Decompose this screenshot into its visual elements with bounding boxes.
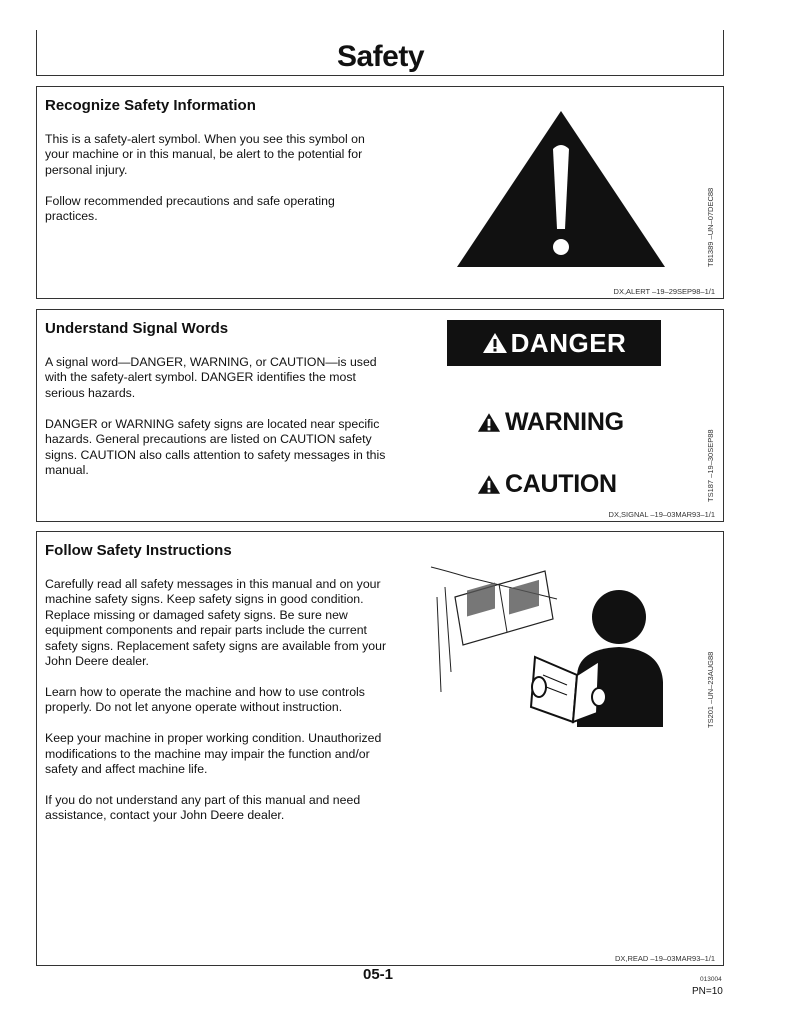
paragraph: Keep your machine in proper working condition. Unauthorized modifications to the machine may impair the function and/or safety and affect machine life. <box>45 731 382 777</box>
warning-sign <box>477 408 624 437</box>
section-recognize-safety <box>36 86 724 299</box>
paragraph: Learn how to operate the machine and how to use controls properly. Do not let anyone operate without instruction. <box>45 684 365 715</box>
page-title: Safety <box>336 40 424 73</box>
section-signal-words <box>36 309 724 522</box>
paragraph: DANGER or WARNING safety signs are located near specific hazards. General precautions are listed on CAUTION safety signs. CAUTION also calls attention to safety messages in this manual. <box>45 416 386 477</box>
signal-word-danger: DANGER <box>510 327 627 358</box>
signal-word-warning: WARNING <box>505 408 624 436</box>
section-body <box>45 355 390 494</box>
person-reading-manual-icon <box>427 557 677 727</box>
paragraph: If you do not understand any part of this manual and need assistance, contact your John Deere dealer. <box>45 792 361 823</box>
section-body <box>45 132 390 240</box>
figure-code: TS201 –UN–23AUG88 <box>706 651 715 728</box>
section-body <box>45 577 390 839</box>
reference-code: DX,ALERT –19–29SEP98–1/1 <box>613 287 715 296</box>
danger-sign <box>447 320 661 366</box>
reference-code: DX,SIGNAL –19–03MAR93–1/1 <box>608 510 715 519</box>
caution-sign <box>477 470 617 499</box>
reference-code: DX,READ –19–03MAR93–1/1 <box>614 954 715 963</box>
warning-triangle-icon <box>482 332 508 354</box>
title-rule <box>36 75 724 76</box>
signal-word-caution: CAUTION <box>505 470 617 498</box>
section-title: Recognize Safety Information <box>45 97 256 114</box>
safety-alert-triangle-icon <box>455 109 667 269</box>
warning-triangle-icon <box>477 412 501 433</box>
paragraph: A signal word—DANGER, WARNING, or CAUTION—is used with the safety-alert symbol. DANGER identifies the most serious hazards. <box>45 355 377 400</box>
figure-code: T81389 –UN–07DEC88 <box>706 187 715 267</box>
figure-code: TS187 –19–30SEP88 <box>706 429 715 502</box>
warning-triangle-icon <box>477 474 501 495</box>
section-title: Understand Signal Words <box>45 320 229 337</box>
print-code: 013004 <box>700 976 722 983</box>
paragraph: Carefully read all safety messages in this manual and on your machine safety signs. Keep safety signs in good condition. Replace missing or damaged safety signs. Be sure new equipment components and repair parts include the current safety signs. Replacement safety signs are available from your John Deere dealer. <box>45 577 387 669</box>
paragraph: Follow recommended precautions and safe operating practices. <box>45 193 335 224</box>
pn-label: PN=10 <box>692 986 723 997</box>
paragraph: This is a safety-alert symbol. When you see this symbol on your machine or in this manual, be alert to the potential for personal injury. <box>45 132 365 177</box>
section-follow-instructions <box>36 531 724 966</box>
section-title: Follow Safety Instructions <box>45 542 232 559</box>
page-number: 05-1 <box>363 966 394 983</box>
